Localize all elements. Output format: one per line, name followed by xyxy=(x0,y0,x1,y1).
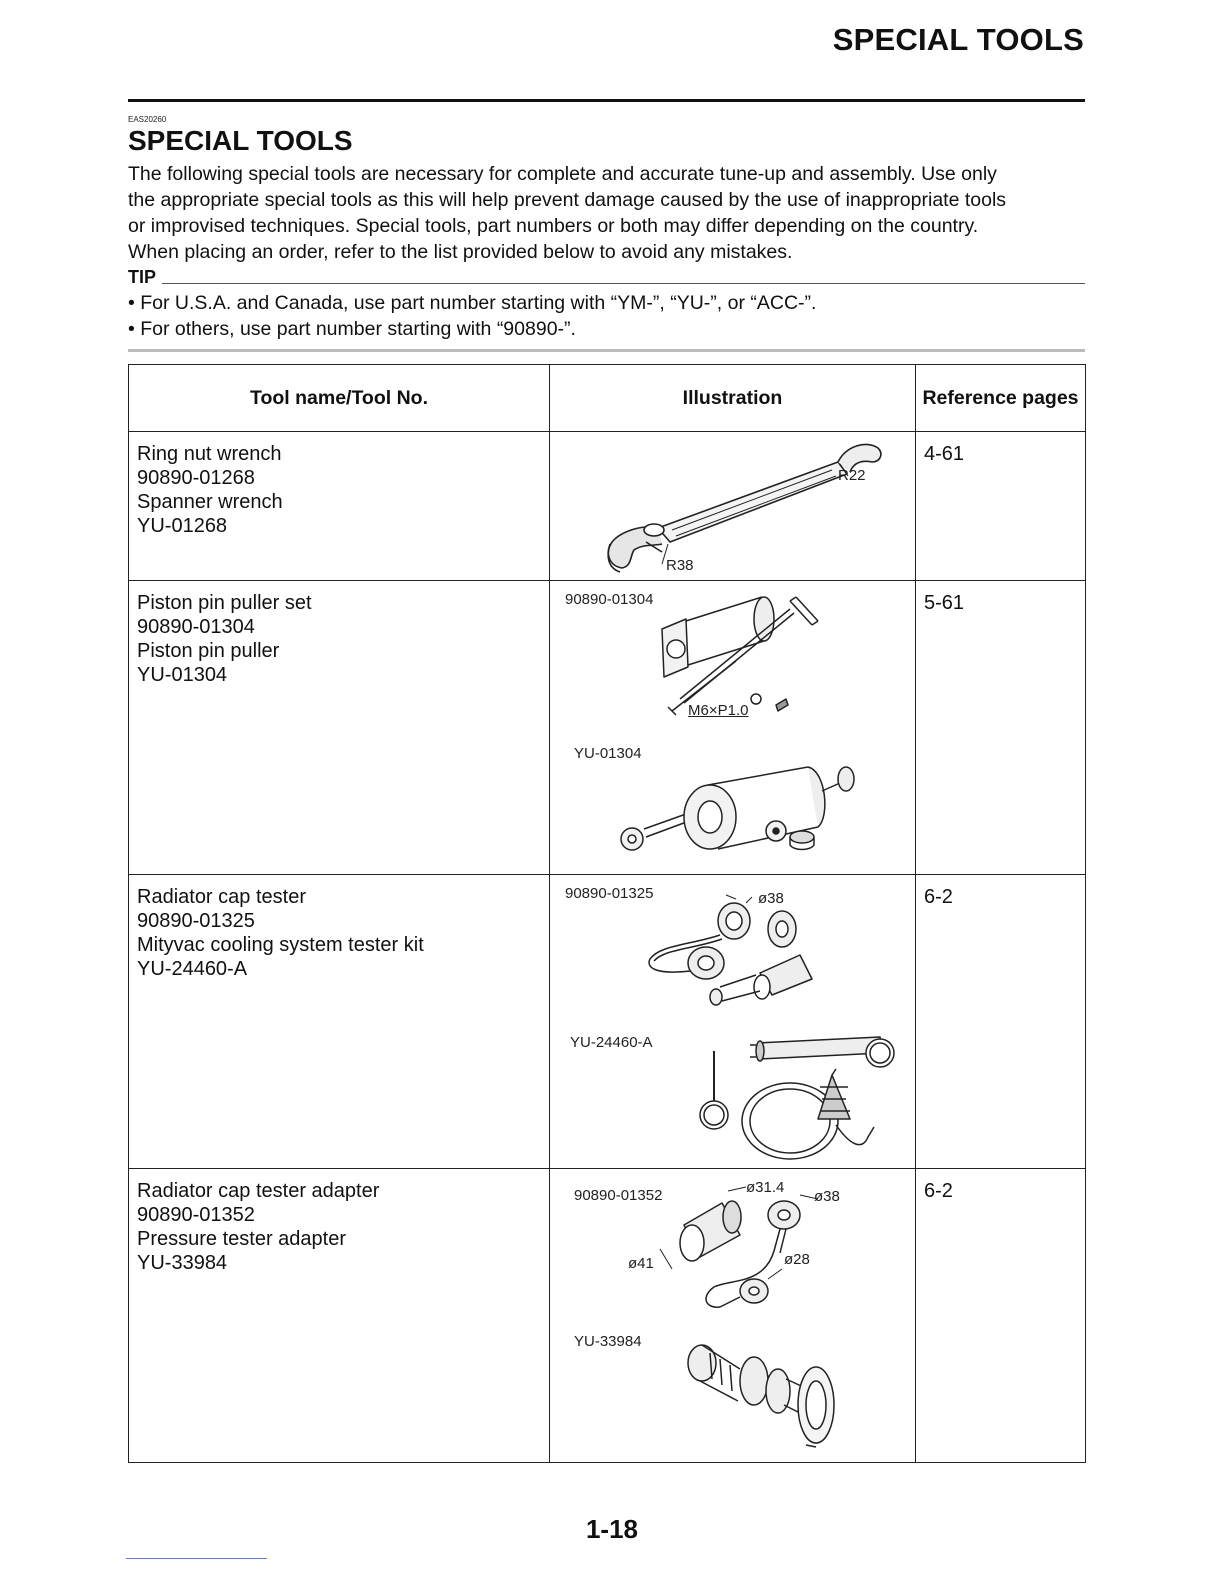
tip-item: • For others, use part number starting with “90890-”. xyxy=(128,318,576,340)
table-row xyxy=(129,875,1086,1169)
intro-paragraph xyxy=(128,161,1088,265)
tool-number: YU-01304 xyxy=(137,664,228,686)
tool-name: Pressure tester adapter xyxy=(137,1228,346,1250)
footer-link-underline xyxy=(126,1558,267,1559)
header-rule xyxy=(128,99,1085,102)
tool-name: Radiator cap tester adapter xyxy=(137,1180,380,1202)
tool-name-cell xyxy=(129,432,550,581)
tool-number: YU-33984 xyxy=(137,1252,228,1274)
tool-name-cell xyxy=(129,581,550,875)
diameter-label: ø41 xyxy=(628,1255,654,1272)
piston-pin-puller-illustration xyxy=(550,581,916,875)
part-number-label: 90890-01325 xyxy=(565,885,654,902)
illustration-cell xyxy=(550,432,916,581)
tip-end-rule xyxy=(128,349,1085,352)
section-code: EAS20260 xyxy=(128,115,167,124)
part-number-label: 90890-01304 xyxy=(565,591,654,608)
tool-number: YU-01268 xyxy=(137,515,228,537)
reference-page-cell: 6-2 xyxy=(916,1169,1086,1463)
illustration-cell xyxy=(550,1169,916,1463)
tool-name: Ring nut wrench xyxy=(137,443,282,465)
diameter-label: ø28 xyxy=(784,1251,810,1268)
part-number-label: 90890-01352 xyxy=(574,1187,663,1204)
illustration-cell xyxy=(550,581,916,875)
intro-line: or improvised techniques. Special tools, part numbers or both may differ depending on the country. xyxy=(128,215,979,237)
reference-page-cell: 4-61 xyxy=(916,432,1086,581)
tool-number: 90890-01268 xyxy=(137,467,255,489)
tool-number: YU-24460-A xyxy=(137,958,248,980)
header-reference-pages: Reference pages xyxy=(916,365,1086,432)
section-title: SPECIAL TOOLS xyxy=(128,125,353,156)
tip-heading xyxy=(128,267,1085,291)
tool-name: Mityvac cooling system tester kit xyxy=(137,934,424,956)
tip-rule xyxy=(162,283,1085,284)
part-number-label: YU-01304 xyxy=(574,745,642,762)
running-header-title: SPECIAL TOOLS xyxy=(832,22,1084,57)
radius-label-r38: R38 xyxy=(666,557,694,574)
tool-number: 90890-01304 xyxy=(137,616,255,638)
diameter-label: ø31.4 xyxy=(746,1179,785,1196)
page-number: 1-18 xyxy=(585,1514,639,1544)
pressure-tester-adapter-illustration xyxy=(550,1169,916,1463)
table-row xyxy=(129,581,1086,875)
part-number-label: YU-33984 xyxy=(574,1333,642,1350)
radius-label-r22: R22 xyxy=(838,467,866,484)
part-number-label: YU-24460-A xyxy=(570,1034,653,1051)
tool-name: Piston pin puller set xyxy=(137,592,312,614)
special-tools-table xyxy=(128,364,1086,1463)
radiator-cap-tester-illustration xyxy=(550,875,916,1169)
tip-list xyxy=(128,290,816,342)
illustration-cell xyxy=(550,875,916,1169)
intro-line: the appropriate special tools as this will help prevent damage caused by the use of inappropriate tools xyxy=(128,189,1007,211)
reference-page-cell: 5-61 xyxy=(916,581,1086,875)
header-tool-name: Tool name/Tool No. xyxy=(129,365,550,432)
reference-page-cell: 6-2 xyxy=(916,875,1086,1169)
tool-name: Spanner wrench xyxy=(137,491,283,513)
tool-name: Radiator cap tester xyxy=(137,886,306,908)
diameter-label: ø38 xyxy=(758,890,784,907)
header-illustration: Illustration xyxy=(550,365,916,432)
table-row xyxy=(129,432,1086,581)
tip-label: TIP xyxy=(128,267,157,287)
tool-name-cell xyxy=(129,1169,550,1463)
table-row xyxy=(129,1169,1086,1463)
tool-number: 90890-01352 xyxy=(137,1204,255,1226)
tool-name: Piston pin puller xyxy=(137,640,280,662)
tool-number: 90890-01325 xyxy=(137,910,255,932)
tool-name-cell xyxy=(129,875,550,1169)
diameter-label: ø38 xyxy=(814,1188,840,1205)
intro-line: When placing an order, refer to the list provided below to avoid any mistakes. xyxy=(128,241,793,263)
table-header-row xyxy=(129,365,1086,432)
tip-item: • For U.S.A. and Canada, use part number starting with “YM-”, “YU-”, or “ACC-”. xyxy=(128,292,817,314)
intro-line: The following special tools are necessary for complete and accurate tune-up and assembly. Use only xyxy=(128,163,997,185)
thread-size-label: M6×P1.0 xyxy=(688,702,749,719)
spanner-wrench-illustration xyxy=(550,432,916,581)
